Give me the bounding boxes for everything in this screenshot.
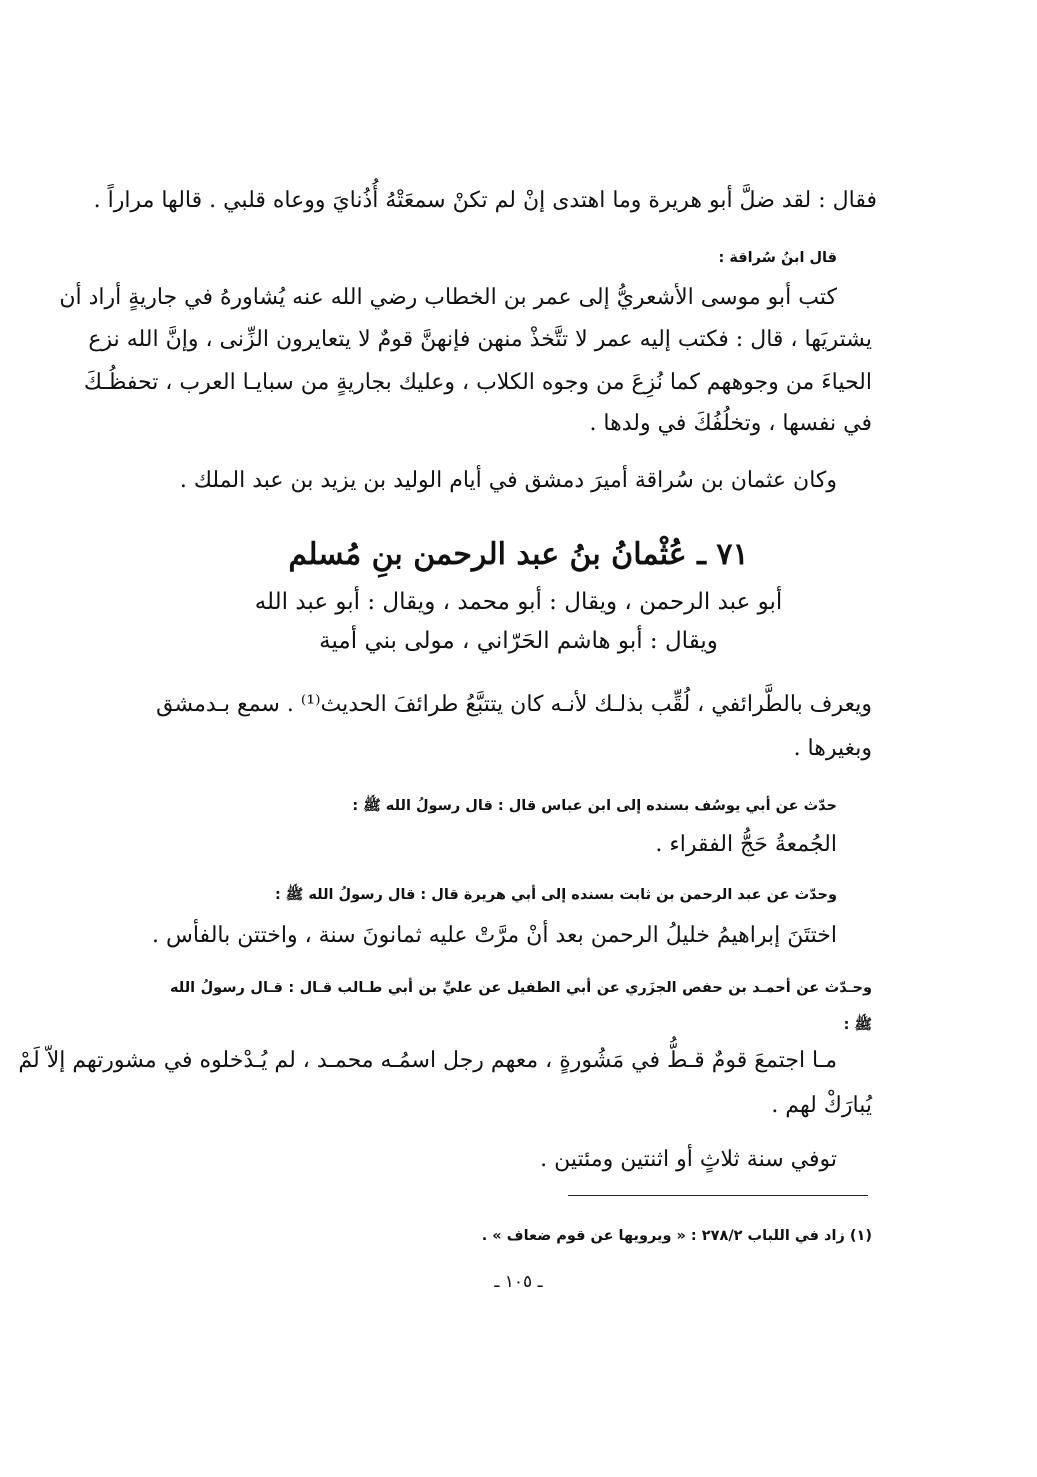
footnote-1: (١) زاد في اللباب ٢٧٨/٢ : « ويرويها عن قوم ضعاف » . (481, 1228, 872, 1244)
paragraph-1-line-4: في نفسها ، وتخلُفُكَ في ولدها . (589, 411, 872, 436)
page-number: ـ ١٠٥ ـ (494, 1272, 543, 1292)
footnote-separator (568, 1195, 868, 1196)
hadith-2-chain: وحدّث عن عبد الرحمن بن ثابت بسنده إلى أبي هريرة قال : قال رسولُ الله ﷺ : (274, 887, 837, 903)
hadith-1-chain: حدّث عن أبي يوسُف بسنده إلى ابن عباس قال : قال رسولُ الله ﷺ : (352, 798, 837, 814)
entry-title: ٧١ ـ عُثْمانُ بنُ عبد الرحمن بنِ مُسلم (288, 537, 749, 572)
hadith-3-chain-line-1: وحـدّث عن أحمـد بن حفص الجزَري عن أبي الطفيل عن عليِّ بن أبي طـالب قـال : قـال رسولُ الله (170, 980, 872, 996)
hadith-3-chain-line-2: ﷺ : (843, 1017, 872, 1033)
paragraph-3-line-2: وبغيرها . (793, 736, 872, 761)
hadith-3-text-line-2: يُبارَكْ لهم . (771, 1093, 872, 1118)
hadith-3-text-line-1: مـا اجتمعَ قومٌ قـطُّ في مَشُورةٍ ، معهم رجل اسمُـه محمـد ، لم يُـدْخلوه في مشورتهم إلاّ لَمْ (18, 1048, 837, 1073)
paragraph-1-line-3: الحياءَ من وجوههم كما نُزِعَ من وجوه الكلاب ، وعليك بجاريةٍ من سبايـا العرب ، تحفظُـكَ (83, 370, 872, 395)
paragraph-4-line-1: توفي سنة ثلاثٍ أو اثنتين ومئتين . (540, 1147, 837, 1172)
entry-subtitle-2: ويقال : أبو هاشم الحَرّاني ، مولى بني أمية (319, 628, 718, 654)
text-line-1: فقال : لقد ضلَّ أبو هريرة وما اهتدى إنْ لم تكنْ سمعَتْهُ أُذُنايَ ووعاه قلبي . قالها مراراً . (93, 188, 877, 213)
entry-subtitle-1: أبو عبد الرحمن ، ويقال : أبو محمد ، ويقال : أبو عبد الله (254, 589, 783, 615)
paragraph-2-line-1: وكان عثمان بن سُراقة أميرَ دمشق في أيام الوليد بن يزيد بن عبد الملك . (179, 468, 837, 493)
paragraph-3-line-1: ويعرف بالطَّرائفي ، لُقِّب بذلـك لأنـه كان يتتبَّعُ طرائفَ الحديث⁽¹⁾ . سمع بـدمشق (156, 692, 872, 717)
paragraph-1-line-2: يشتريَها ، قال : فكتب إليه عمر لا تتَّخذْ منهن فإنهنَّ قومٌ لا يتعايرون الزِّنى ، وإنَّ الله نزع (88, 327, 872, 352)
paragraph-1-line-1: كتب أبو موسى الأشعريُّ إلى عمر بن الخطاب رضي الله عنه يُشاورهُ في جاريةٍ أراد أن (59, 285, 837, 310)
hadith-2-text: اختتَنَ إبراهيمُ خليلُ الرحمن بعد أنْ مرَّتْ عليه ثمانونَ سنة ، واختتن بالفأس . (152, 923, 837, 948)
hadith-1-text: الجُمعةُ حَجُّ الفقراء . (655, 832, 837, 857)
source-heading: قال ابنُ سُراقة : (718, 250, 837, 266)
